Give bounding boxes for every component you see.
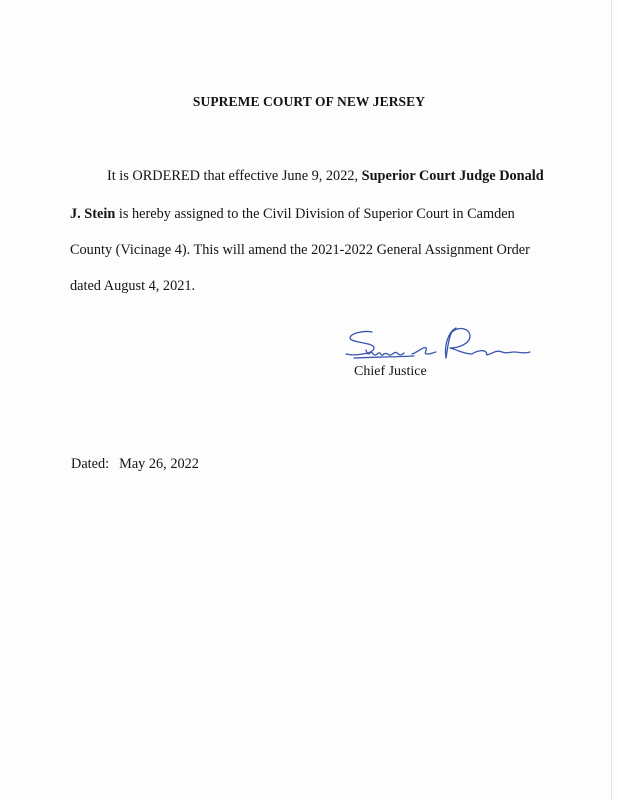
order-line-1-text: It is ORDERED that effective June 9, 2022, (107, 168, 362, 184)
court-heading: SUPREME COURT OF NEW JERSEY (192, 94, 426, 109)
judge-name-part-2: J. Stein (70, 206, 116, 222)
signature-title: Chief Justice (354, 364, 427, 379)
order-line-3: County (Vicinage 4). This will amend the 2021-2022 General Assignment Order (70, 242, 530, 258)
order-line-2 (70, 206, 515, 223)
order-line-2-text: is hereby assigned to the Civil Division of Superior Court in Camden (115, 206, 515, 222)
dated-line (71, 456, 199, 473)
judge-name-part-1: Superior Court Judge Donald (361, 168, 544, 184)
order-line-4: dated August 4, 2021. (70, 278, 196, 294)
dated-value: May 26, 2022 (119, 456, 199, 472)
order-line-1 (107, 168, 544, 185)
dated-label: Dated: (71, 456, 110, 472)
page-edge (611, 0, 612, 800)
